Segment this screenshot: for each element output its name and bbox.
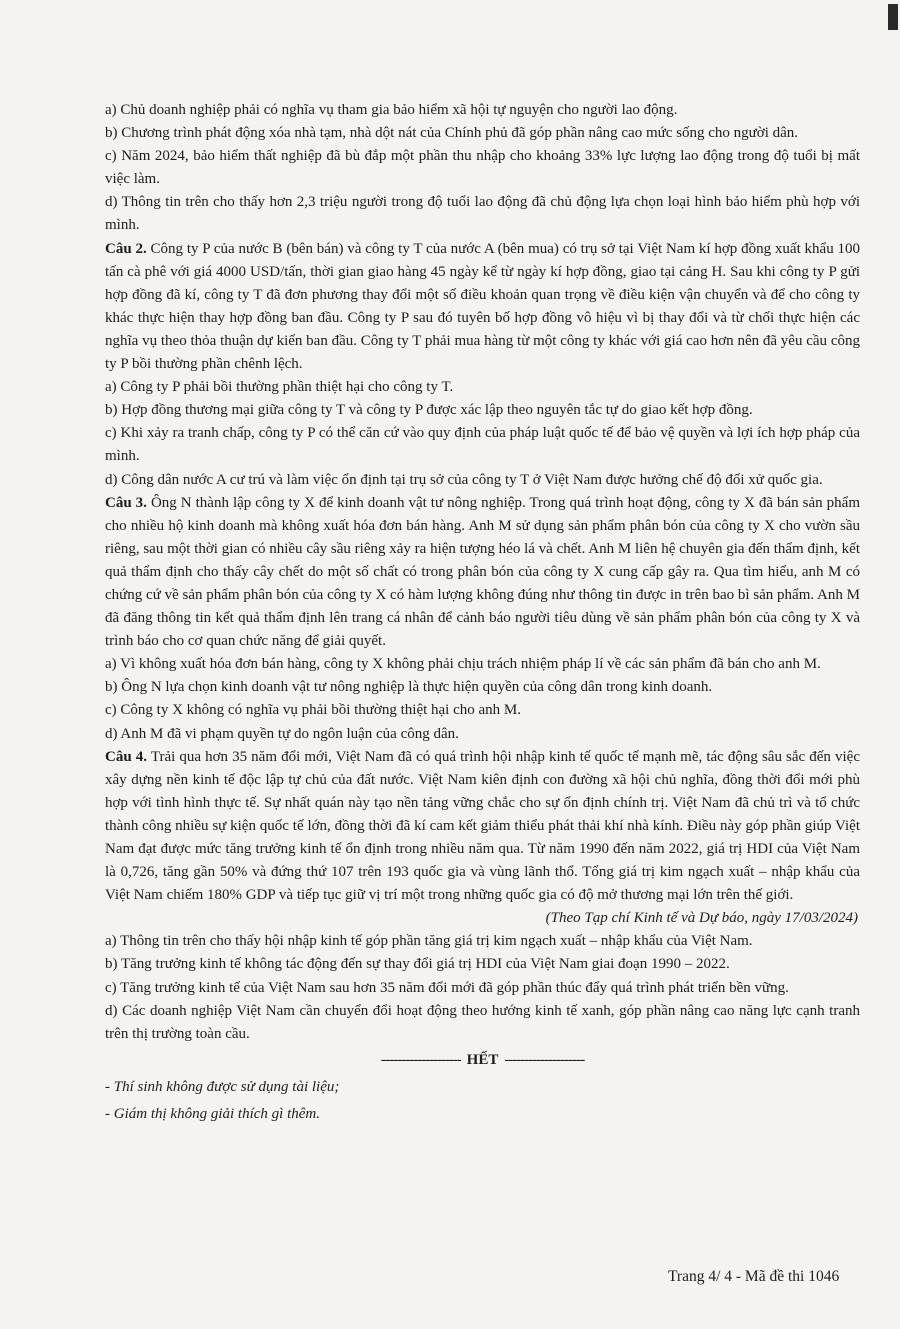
q3-option-a: a) Vì không xuất hóa đơn bán hàng, công ty X không phải chịu trách nhiệm pháp lí về các sản phẩm đã bán cho anh M. <box>105 656 821 673</box>
q2-text: Công ty P của nước B (bên bán) và công ty T của nước A (bên mua) có trụ sở tại Việt Nam kí hợp đồng xuất khẩu 100 tấn cà phê với giá 4000 USD/tấn, thời gian giao hàng 45 ngày kể từ ngày kí hợp đồng, giao tại cảng H. Sau khi công ty P gửi hợp đồng đã kí, công ty T đã đơn phương thay đổi một số điều khoản quan trọng về điều kiện vận chuyển và để cho công ty khác thực hiện thay hợp đồng ban đầu. Công ty P sau đó tuyên bố hợp đồng vô hiệu vì bị thay đổi và từ chối thực hiện các nghĩa vụ theo thỏa thuận dự kiến ban đầu. Công ty T phải mua hàng từ một công ty khác với giá cao hơn nên đã yêu cầu công ty P bồi thường phần chênh lệch. <box>105 240 860 373</box>
q3-stem <box>105 492 860 654</box>
q4-stem <box>105 746 860 908</box>
q4-text: Trải qua hơn 35 năm đổi mới, Việt Nam đã có quá trình hội nhập kinh tế quốc tế mạnh mẽ, tác động sâu sắc đến việc xây dựng nền kinh tế độc lập tự chủ của đất nước. Việt Nam kiên định con đường xã hội chủ nghĩa, đồng thời đổi mới phù hợp với tình hình thực tế. Sự nhất quán này tạo nền tảng vững chắc cho sự ổn định chính trị. Việt Nam đã chủ trì và tổ chức thành công nhiều sự kiện quốc tế lớn, đồng thời đã kí cam kết giảm thiểu phát thải khí nhà kính. Điều này góp phần giúp Việt Nam đạt được mức tăng trưởng kinh tế ổn định trong nhiều năm qua. Từ năm 1990 đến năm 2022, giá trị HDI của Việt Nam là 0,726, tăng gần 50% và đứng thứ 107 trên 193 quốc gia và vùng lãnh thổ. Tổng giá trị kim ngạch xuất – nhập khẩu của Việt Nam chiếm 180% GDP và tiếp tục giữ vị trí một trong những quốc gia có độ mở thương mại lớn trên thế giới. <box>105 748 860 904</box>
q3-option-d: d) Anh M đã vi phạm quyền tự do ngôn luận của công dân. <box>105 725 459 742</box>
exam-content <box>105 99 860 1126</box>
q3-text: Ông N thành lập công ty X để kinh doanh vật tư nông nghiệp. Trong quá trình hoạt động, công ty X đã bán sản phẩm cho nhiều hộ kinh doanh mà không xuất hóa đơn bán hàng. Anh M sử dụng sản phẩm phân bón của công ty X cho vườn sầu riêng, sau một thời gian có nhiều cây sầu riêng xảy ra hiện tượng héo lá và chết. Anh M liên hệ chuyên gia đến thẩm định, kết quả thẩm định cho thấy cây chết do một số chất có trong phân bón của công ty X cung cấp gây ra. Qua tìm hiểu, anh M có chứng cứ về sản phẩm phân bón của công ty X có hàm lượng không đúng như thông tin được in trên bao bì sản phẩm. Anh M đã đăng thông tin kết quả thẩm định lên trang cá nhân để cảnh báo người tiêu dùng về sản phẩm phân bón của công ty X và trình báo cho cơ quan chức năng để giải quyết. <box>105 494 860 650</box>
q3-label: Câu 3. <box>105 494 147 511</box>
q2-option-a: a) Công ty P phải bồi thường phần thiệt hại cho công ty T. <box>105 379 454 396</box>
q4-source: (Theo Tạp chí Kinh tế và Dự báo, ngày 17/03/2024) <box>545 910 858 927</box>
q4-option-b: b) Tăng trưởng kinh tế không tác động đến sự thay đổi giá trị HDI của Việt Nam giai đoạn 1990 – 2022. <box>105 956 730 973</box>
q2-option-d: d) Công dân nước A cư trú và làm việc ổn định tại trụ sở của công ty T ở Việt Nam được hưởng chế độ đối xử quốc gia. <box>105 471 823 488</box>
end-text: HẾT <box>466 1051 499 1068</box>
end-dash-right: -------------------- <box>504 1051 585 1068</box>
q4-option-c: c) Tăng trưởng kinh tế của Việt Nam sau hơn 35 năm đổi mới đã góp phần thúc đẩy quá trình phát triển bền vững. <box>105 979 789 996</box>
q4-option-a: a) Thông tin trên cho thấy hội nhập kinh tế góp phần tăng giá trị kim ngạch xuất – nhập khẩu của Việt Nam. <box>105 933 753 950</box>
q2-label: Câu 2. <box>105 240 147 257</box>
scan-corner-mark <box>888 4 898 30</box>
q4-label: Câu 4. <box>105 748 148 765</box>
q1-option-c: c) Năm 2024, bảo hiểm thất nghiệp đã bù đắp một phần thu nhập cho khoảng 33% lực lượng lao động trong độ tuổi bị mất việc làm. <box>105 148 860 188</box>
note-proctor: - Giám thị không giải thích gì thêm. <box>105 1106 320 1123</box>
q2-stem <box>105 238 860 377</box>
q4-option-d: d) Các doanh nghiệp Việt Nam cần chuyển đổi hoạt động theo hướng kinh tế xanh, góp phần nâng cao năng lực cạnh tranh trên thị trường toàn cầu. <box>105 1002 860 1042</box>
q1-option-d: d) Thông tin trên cho thấy hơn 2,3 triệu người trong độ tuổi lao động đã chủ động lựa chọn loại hình bảo hiểm phù hợp với mình. <box>105 194 860 234</box>
page-footer: Trang 4/ 4 - Mã đề thi 1046 <box>668 1268 840 1285</box>
q3-option-b: b) Ông N lựa chọn kinh doanh vật tư nông nghiệp là thực hiện quyền của công dân trong kinh doanh. <box>105 679 713 696</box>
q1-option-b: b) Chương trình phát động xóa nhà tạm, nhà dột nát của Chính phủ đã góp phần nâng cao mức sống cho người dân. <box>105 125 799 142</box>
note-documents: - Thí sinh không được sử dụng tài liệu; <box>105 1078 340 1095</box>
q1-option-a: a) Chủ doanh nghiệp phải có nghĩa vụ tham gia bảo hiểm xã hội tự nguyện cho người lao động. <box>105 102 678 118</box>
end-dash-left: -------------------- <box>380 1051 461 1068</box>
q2-option-b: b) Hợp đồng thương mại giữa công ty T và công ty P được xác lập theo nguyên tắc tự do giao kết hợp đồng. <box>105 402 753 419</box>
q3-option-c: c) Công ty X không có nghĩa vụ phải bồi thường thiệt hại cho anh M. <box>105 702 522 719</box>
q2-option-c: c) Khi xảy ra tranh chấp, công ty P có thể căn cứ vào quy định của pháp luật quốc tế để bảo vệ quyền và lợi ích hợp pháp của mình. <box>105 425 860 465</box>
end-marker <box>105 1049 860 1072</box>
